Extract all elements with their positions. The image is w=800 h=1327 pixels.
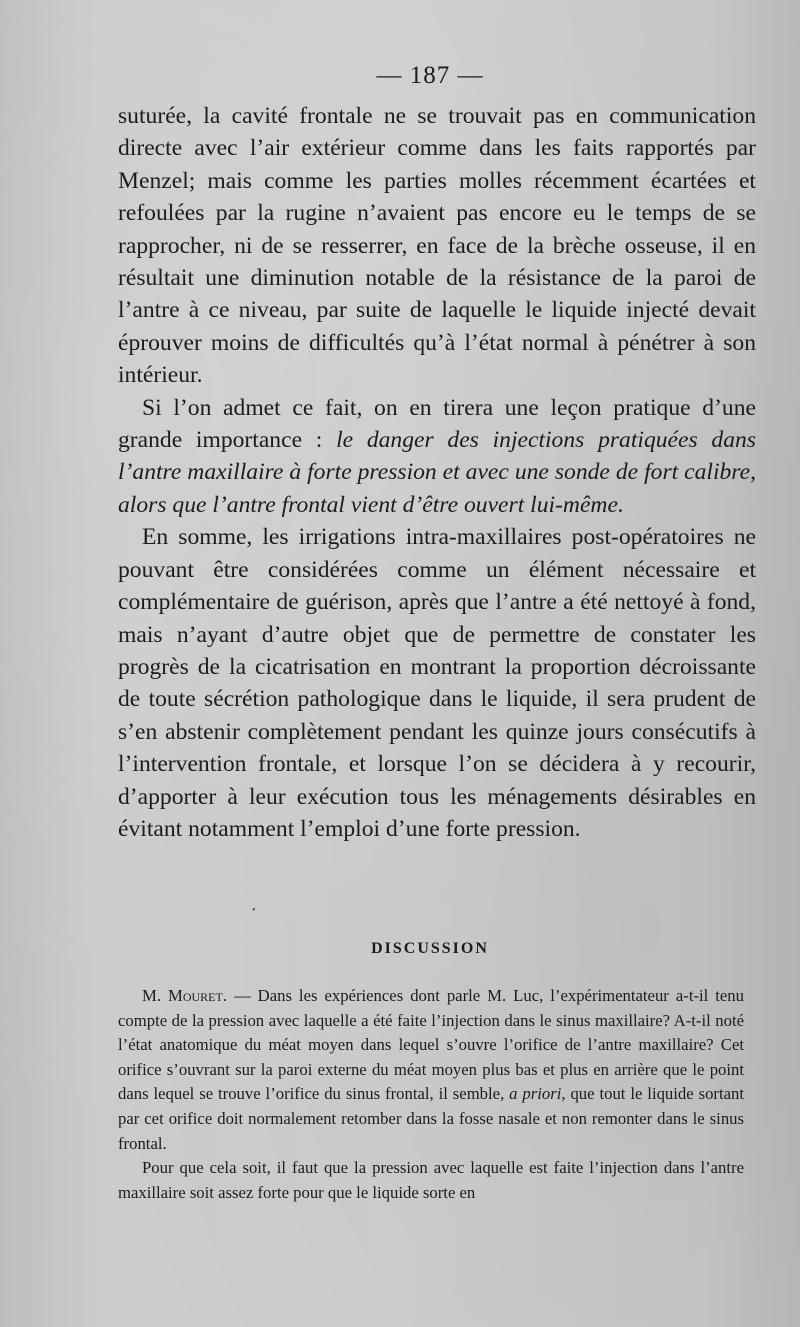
- body-paragraph-2-text: Si l’on admet ce fait, on en tirera une leçon pratique d’une grande importance :: [118, 394, 756, 454]
- discussion-heading: DISCUSSION: [371, 940, 489, 957]
- body-paragraph-1: suturée, la cavité frontale ne se trouvait pas en communication directe avec l’air extérieur comme dans les faits rapportés par Menzel; mais comme les parties molles récemment écartées et refoulées par la rugine n’avaient pas encore eu le temps de se rapprocher, ni de se resserrer, en face de la brèche osseuse, il en résultait une diminution notable de la résistance de la paroi de l’antre à ce niveau, par suite de laquelle le liquide injecté devait éprouver moins de difficultés qu’à l’état normal à pénétrer à son intérieur.: [118, 103, 756, 389]
- body-paragraph-2: [118, 392, 756, 522]
- discussion-paragraph-1-text-b: , que tout le liquide sortant par cet orifice doit normalement retomber dans la fosse nasale et non remonter dans le sinus frontal.: [118, 1084, 744, 1153]
- discussion-paragraph-1: [118, 984, 744, 1156]
- discussion-paragraph-1-text-a: — Dans les expériences dont parle M. Luc, l’expérimentateur a-t-il tenu compte de la pression avec laquelle a été faite l’injection dans le sinus maxillaire? A-t-il noté l’état anatomique du méat moyen dans lequel s’ouvre l’orifice de l’antre maxillaire? Cet orifice s’ouvrant sur la paroi externe du méat moyen plus bas et plus en arrière que le point dans lequel se trouve l’orifice du sinus frontal, il semble,: [118, 986, 744, 1104]
- body-paragraph-2-emphasis: le danger des injections pratiquées dans l’antre maxillaire à forte pression et avec une sonde de fort calibre, alors que l’antre frontal vient d’être ouvert lui-même.: [118, 427, 756, 518]
- discussion-paragraph-2: Pour que cela soit, il faut que la pression avec laquelle est faite l’injection dans l’antre maxillaire soit assez forte pour que le liquide sorte en: [118, 1158, 744, 1202]
- speaker-name: M. Mouret.: [142, 986, 227, 1005]
- body-text: [118, 100, 756, 845]
- page-number: — 187 —: [376, 62, 484, 89]
- ornament-mark: •: [252, 905, 256, 916]
- discussion-text: [118, 984, 744, 1205]
- body-paragraph-3: En somme, les irrigations intra-maxillaires post-opératoires ne pouvant être considérées comme un élément nécessaire et complémentaire de guérison, après que l’antre a été nettoyé à fond, mais n’ayant d’autre objet que de permettre de constater les progrès de la cicatrisation en montrant la proportion décroissante de toute sécrétion pathologique dans le liquide, il sera prudent de s’en abstenir complètement pendant les quinze jours consécutifs à l’intervention frontale, et lorsque l’on se décidera à y recourir, d’apporter à leur exécution tous les ménagements désirables en évitant notamment l’emploi d’une forte pression.: [118, 524, 756, 842]
- discussion-paragraph-1-emphasis: a priori: [509, 1084, 562, 1104]
